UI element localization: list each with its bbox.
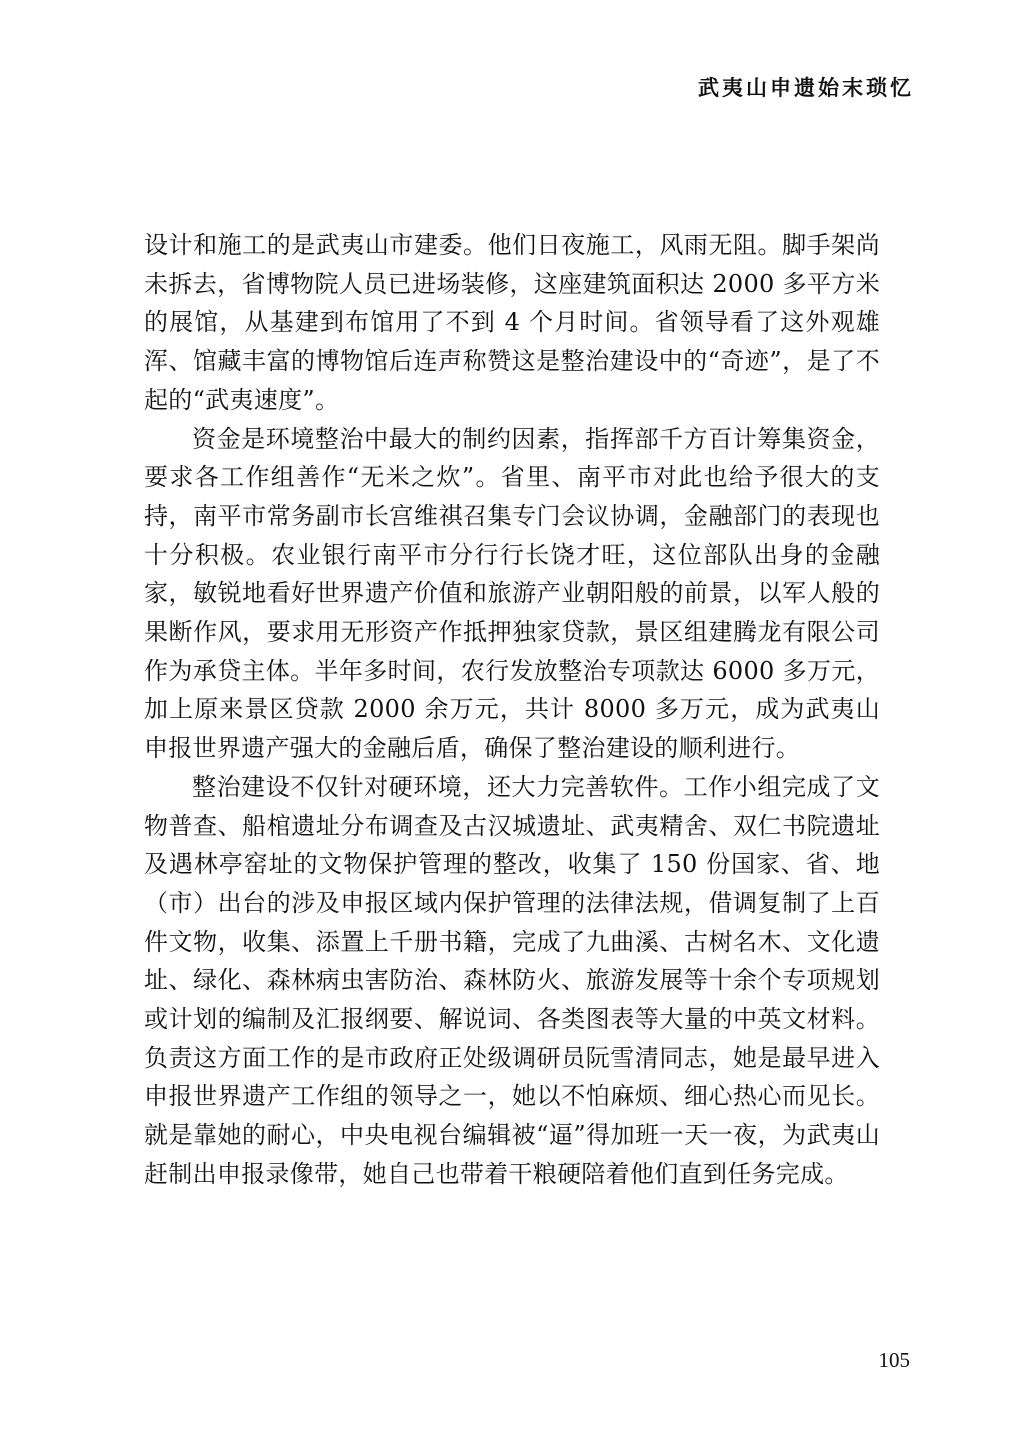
body-text [144,226,880,1194]
paragraph-funding: 资金是环境整治中最大的制约因素，指挥部千方百计筹集资金，要求各工作组善作“无米之炊”。省里、南平市对此也给予很大的支持，南平市常务副市长宫维祺召集专门会议协调，金融部门的表现也十分积极。农业银行南平市分行行长饶才旺，这位部队出身的金融家，敏锐地看好世界遗产价值和旅游产业朝阳般的前景，以军人般的果断作风，要求用无形资产作抵押独家贷款，景区组建腾龙有限公司作为承贷主体。半年多时间，农行发放整治专项款达 6000 多万元，加上原来景区贷款 2000 余万元，共计 8000 多万元，成为武夷山申报世界遗产强大的金融后盾，确保了整治建设的顺利进行。 [144,424,880,763]
page-number: 105 [878,1348,910,1372]
running-header-title: 武夷山申遗始末琐忆 [698,75,914,100]
paragraph-continued: 设计和施工的是武夷山市建委。他们日夜施工，风雨无阻。脚手架尚未拆去，省博物院人员已进场装修，这座建筑面积达 2000 多平方米的展馆，从基建到布馆用了不到 4 个月时间。省领导看了这外观雄浑、馆藏丰富的博物馆后连声称赞这是整治建设中的“奇迹”，是了不起的“武夷速度”。 [144,231,880,414]
paragraph-software: 整治建设不仅针对硬环境，还大力完善软件。工作小组完成了文物普查、船棺遗址分布调查及古汉城遗址、武夷精舍、双仁书院遗址及遇林亭窑址的文物保护管理的整改，收集了 150 份国家、省、地（市）出台的涉及申报区域内保护管理的法律法规，借调复制了上百件文物，收集、添置上千册书籍，完成了九曲溪、古树名木、文化遗址、绿化、森林病虫害防治、森林防火、旅游发展等十余个专项规划或计划的编制及汇报纲要、解说词、各类图表等大量的中英文材料。负责这方面工作的是市政府正处级调研员阮雪清同志，她是最早进入申报世界遗产工作组的领导之一，她以不怕麻烦、细心热心而见长。就是靠她的耐心，中央电视台编辑被“逼”得加班一天一夜，为武夷山赶制出申报录像带，她自己也带着干粮硬陪着他们直到任务完成。 [144,772,880,1188]
